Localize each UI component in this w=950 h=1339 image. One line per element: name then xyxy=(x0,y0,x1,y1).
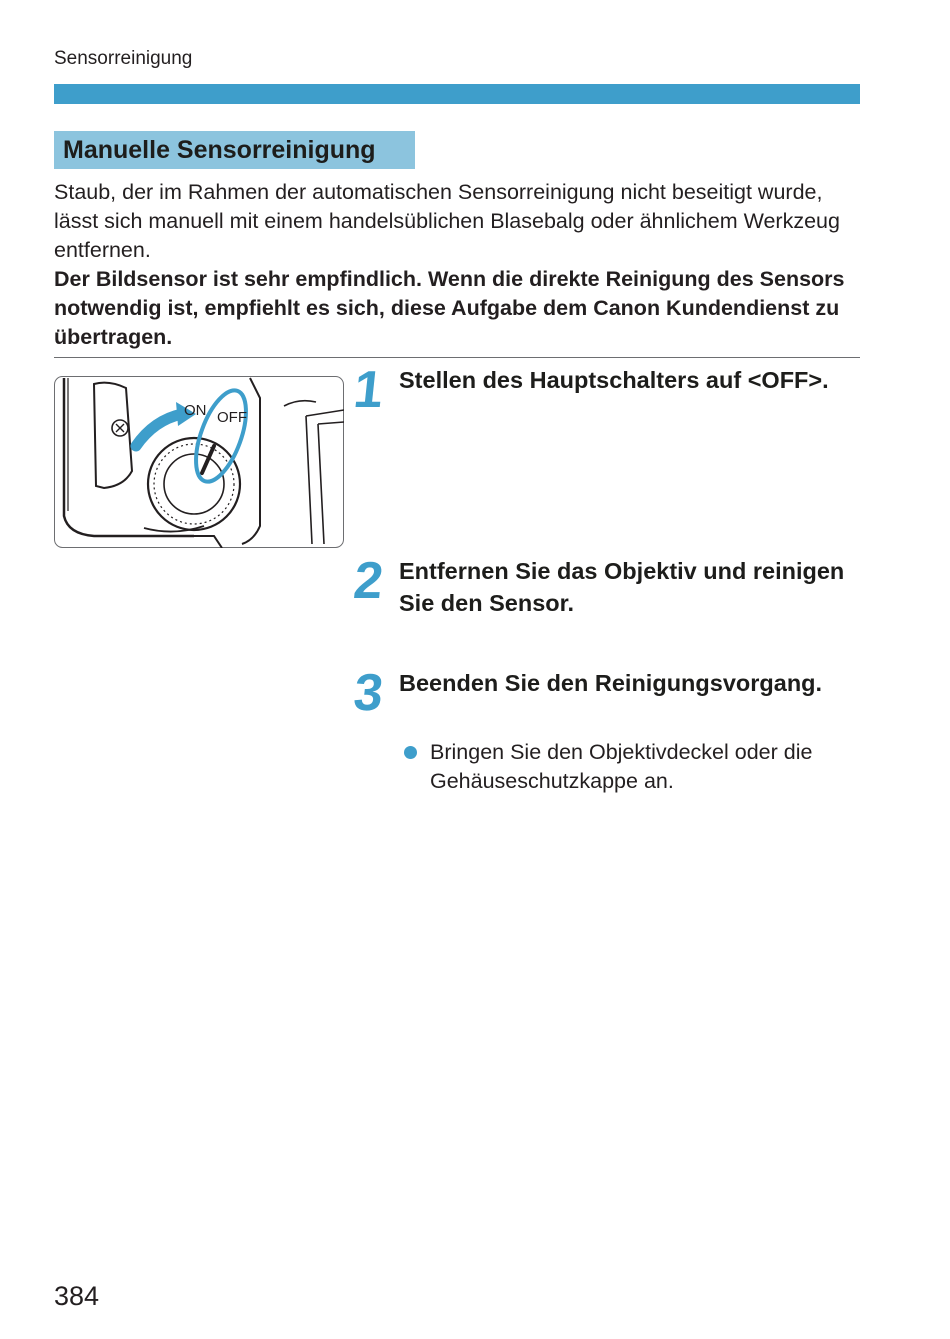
camera-illustration xyxy=(54,376,344,548)
power-switch-illustration xyxy=(54,376,344,548)
bullet-dot-icon xyxy=(404,746,417,759)
section-title: Manuelle Sensorreinigung xyxy=(54,131,415,169)
off-label: OFF xyxy=(217,409,247,426)
step-text: Beenden Sie den Reinigungsvorgang. xyxy=(399,670,823,696)
bullet-text: Bringen Sie den Objektivdeckel oder die Gehäuseschutzkappe an. xyxy=(430,740,813,793)
on-label: ON xyxy=(184,402,207,419)
intro-text xyxy=(54,178,860,352)
intro-warning: Der Bildsensor ist sehr empfindlich. Wenn die direkte Reinigung des Sensors notwendig ist, empfiehlt es sich, diese Aufgabe dem Canon Kundendienst zu übertragen. xyxy=(54,267,845,349)
intro-paragraph: Staub, der im Rahmen der automatischen Sensorreinigung nicht beseitigt wurde, lässt sich manuell mit einem handelsüblichen Blasebalg oder ähnlichem Werkzeug entfernen. xyxy=(54,180,840,262)
section-color-bar xyxy=(54,84,860,104)
step-number: 3 xyxy=(350,664,386,722)
step-text: Entfernen Sie das Objektiv und reinigen Sie den Sensor. xyxy=(399,558,845,616)
step-text: Stellen des Hauptschalters auf <OFF>. xyxy=(399,367,829,393)
divider xyxy=(54,357,860,358)
step-number: 2 xyxy=(350,552,386,610)
running-head: Sensorreinigung xyxy=(54,48,193,69)
step-number: 1 xyxy=(350,361,386,419)
page-number: 384 xyxy=(54,1281,100,1311)
